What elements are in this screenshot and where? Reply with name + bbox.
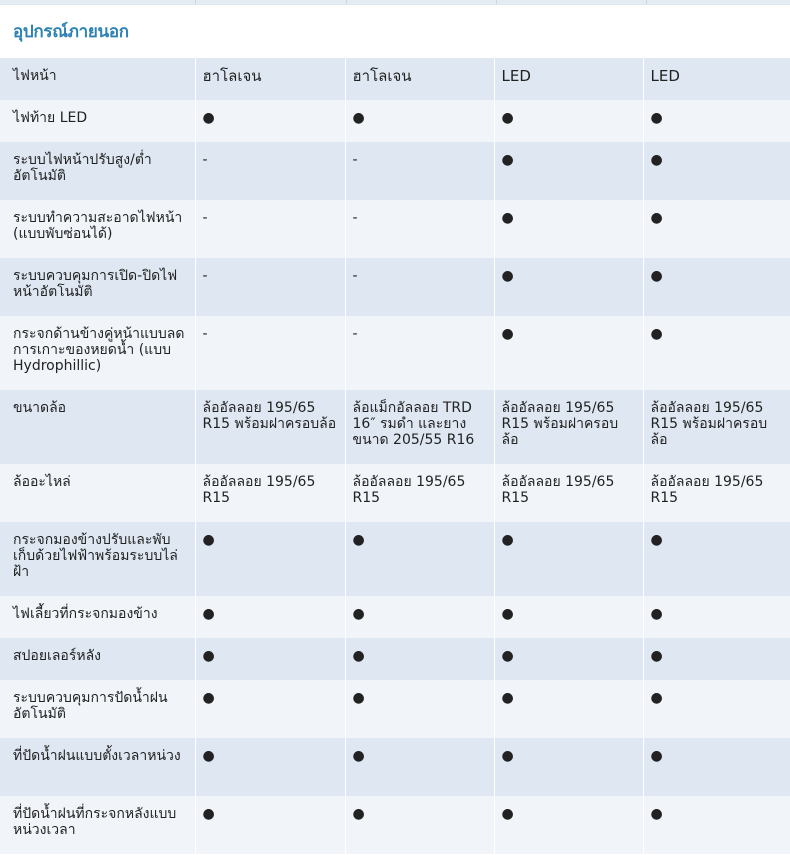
table-row: [0, 100, 790, 142]
row-label: ที่ปัดน้ำฝนแบบตั้งเวลาหน่วง: [0, 738, 195, 796]
cell-value: ล้ออัลลอย 195/65 R15: [195, 464, 345, 522]
cell-value: ●: [643, 680, 790, 738]
cell-value: -: [195, 200, 345, 258]
cell-value: ●: [643, 596, 790, 638]
section-header: [0, 4, 790, 58]
cell-value: ล้ออัลลอย 195/65 R15: [494, 464, 643, 522]
cell-value: ●: [195, 100, 345, 142]
cell-value: -: [345, 200, 494, 258]
cell-value: ล้ออัลลอย 195/65 R15: [643, 464, 790, 522]
cell-value: -: [345, 316, 494, 390]
table-row: [0, 200, 790, 258]
cell-value: ●: [494, 200, 643, 258]
cell-value: ●: [345, 100, 494, 142]
cell-value: ●: [643, 738, 790, 796]
cell-value: ●: [643, 796, 790, 854]
cell-value: ล้อแม็กอัลลอย TRD 16″ รมดำ และยางขนาด 205/55 R16: [345, 390, 494, 464]
row-label: ระบบควบคุมการเปิด-ปิดไฟหน้าอัตโนมัติ: [0, 258, 195, 316]
cell-value: LED: [643, 58, 790, 100]
cell-value: ●: [643, 100, 790, 142]
table-row: [0, 638, 790, 680]
table-row: [0, 596, 790, 638]
cell-value: ●: [345, 522, 494, 596]
row-label: ระบบไฟหน้าปรับสูง/ต่ำอัตโนมัติ: [0, 142, 195, 200]
row-label: ขนาดล้อ: [0, 390, 195, 464]
cell-value: -: [345, 258, 494, 316]
cell-value: ล้ออัลลอย 195/65 R15 พร้อมฝาครอบล้อ: [643, 390, 790, 464]
cell-value: ●: [195, 796, 345, 854]
row-label: สปอยเลอร์หลัง: [0, 638, 195, 680]
cell-value: ●: [643, 142, 790, 200]
row-label: กระจกมองข้างปรับและพับเก็บด้วยไฟฟ้าพร้อมระบบไล่ฝ้า: [0, 522, 195, 596]
cell-value: ●: [345, 638, 494, 680]
row-label: ระบบควบคุมการปัดน้ำฝนอัตโนมัติ: [0, 680, 195, 738]
cell-value: ●: [195, 638, 345, 680]
cell-value: ●: [643, 258, 790, 316]
section-title: อุปกรณ์ภายนอก: [13, 22, 129, 42]
cell-value: ●: [195, 738, 345, 796]
cell-value: ●: [195, 596, 345, 638]
cell-value: ●: [494, 258, 643, 316]
table-row: [0, 142, 790, 200]
cell-value: -: [345, 142, 494, 200]
row-label: ไฟเลี้ยวที่กระจกมองข้าง: [0, 596, 195, 638]
table-row: [0, 258, 790, 316]
table-row: [0, 796, 790, 854]
cell-value: ฮาโลเจน: [195, 58, 345, 100]
table-row: [0, 680, 790, 738]
cell-value: ●: [494, 100, 643, 142]
cell-value: ●: [494, 596, 643, 638]
cell-value: ●: [494, 142, 643, 200]
cell-value: LED: [494, 58, 643, 100]
row-label: ระบบทำความสะอาดไฟหน้า (แบบพับซ่อนได้): [0, 200, 195, 258]
cell-value: ●: [494, 680, 643, 738]
cell-value: -: [195, 258, 345, 316]
cell-value: -: [195, 142, 345, 200]
cell-value: ●: [643, 522, 790, 596]
table-row: [0, 58, 790, 100]
cell-value: ●: [643, 316, 790, 390]
row-label: ที่ปัดน้ำฝนที่กระจกหลังแบบหน่วงเวลา: [0, 796, 195, 854]
row-label: กระจกด้านข้างคู่หน้าแบบลดการเกาะของหยดน้ำ (แบบ Hydrophillic): [0, 316, 195, 390]
cell-value: ●: [345, 796, 494, 854]
cell-value: ●: [494, 522, 643, 596]
cell-value: ●: [643, 638, 790, 680]
table-row: [0, 738, 790, 796]
table-row: [0, 464, 790, 522]
cell-value: ●: [195, 680, 345, 738]
table-row: [0, 522, 790, 596]
cell-value: ●: [643, 200, 790, 258]
cell-value: ●: [494, 738, 643, 796]
table-row: [0, 316, 790, 390]
spec-table: [0, 58, 790, 854]
table-row: [0, 390, 790, 464]
cell-value: ฮาโลเจน: [345, 58, 494, 100]
cell-value: ล้ออัลลอย 195/65 R15 พร้อมฝาครอบล้อ: [494, 390, 643, 464]
row-label: ไฟหน้า: [0, 58, 195, 100]
row-label: ล้ออะไหล่: [0, 464, 195, 522]
cell-value: ●: [345, 738, 494, 796]
cell-value: ●: [494, 638, 643, 680]
cell-value: ●: [494, 796, 643, 854]
cell-value: ●: [195, 522, 345, 596]
cell-value: ล้ออัลลอย 195/65 R15: [345, 464, 494, 522]
cell-value: ●: [345, 680, 494, 738]
cell-value: ●: [494, 316, 643, 390]
cell-value: -: [195, 316, 345, 390]
cell-value: ล้ออัลลอย 195/65 R15 พร้อมฝาครอบล้อ: [195, 390, 345, 464]
cell-value: ●: [345, 596, 494, 638]
row-label: ไฟท้าย LED: [0, 100, 195, 142]
